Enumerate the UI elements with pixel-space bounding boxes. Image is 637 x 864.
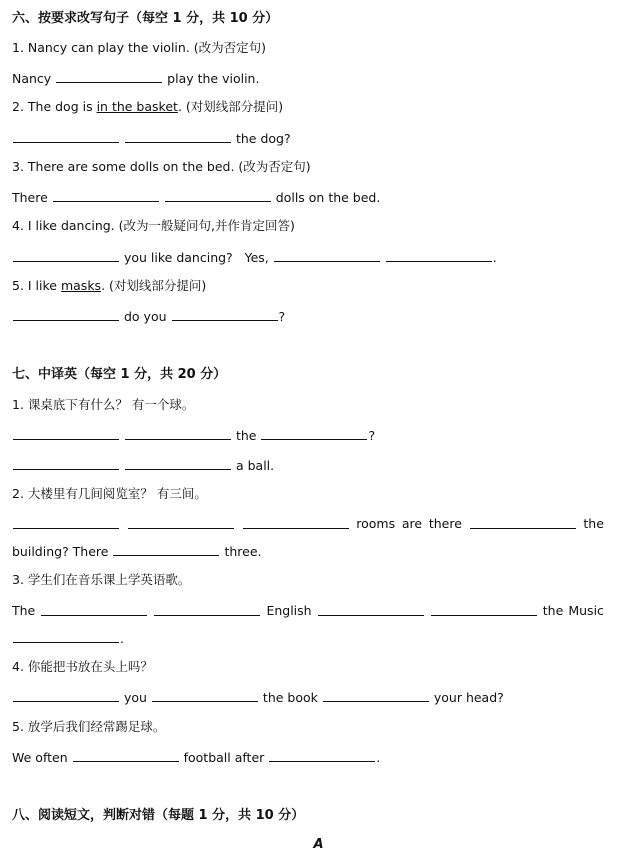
answer-blank[interactable] [56, 70, 162, 83]
answer-blank[interactable] [13, 308, 119, 321]
s7-q1-line1-end: ? [368, 428, 376, 443]
answer-blank[interactable] [243, 516, 349, 529]
answer-blank[interactable] [125, 427, 231, 440]
section7-heading: 七、中译英（每空 1 分，共 20 分） [12, 367, 227, 382]
answer-blank[interactable] [386, 249, 492, 262]
s6-q2-prompt-b: . (对划线部分提问) [177, 99, 284, 114]
answer-blank[interactable] [125, 457, 231, 470]
s7-q2-answer-line1 [12, 516, 604, 532]
s7-q4-w3: your head? [433, 690, 504, 705]
s7-q4-prompt: 4. 你能把书放在头上吗？ [12, 659, 153, 674]
answer-blank[interactable] [13, 689, 119, 702]
s7-q3-answer-line1 [12, 603, 604, 619]
s7-q4-answer-line [12, 689, 504, 706]
s6-q2-prompt-a: 2. The dog is [12, 99, 97, 114]
s7-q2-line2-start: building? There [12, 544, 109, 559]
s7-q3-w2: English [266, 603, 312, 618]
s6-q3-prompt: 3. There are some dolls on the bed. (改为否定句) [12, 159, 311, 174]
s7-q5-end: . [376, 750, 381, 765]
s7-q3-w3: the [542, 603, 564, 618]
answer-blank[interactable] [323, 689, 429, 702]
s6-q1-answer-line [12, 70, 259, 87]
answer-blank[interactable] [41, 603, 147, 616]
s6-q3-end: dolls on the bed. [275, 190, 381, 205]
s6-q1-end: play the violin. [167, 71, 260, 86]
s6-q5-underlined: masks [60, 278, 102, 293]
s7-q1-answer-line1 [12, 427, 375, 444]
answer-blank[interactable] [125, 130, 231, 143]
answer-blank[interactable] [13, 427, 119, 440]
s7-q2-w1: rooms [356, 516, 396, 531]
s6-q4-answer-line [12, 249, 497, 266]
section6-heading: 六、按要求改写句子（每空 1 分，共 10 分） [12, 11, 279, 26]
s7-q1-line2-end: a ball. [235, 458, 275, 473]
s6-q5-prompt-a: 5. I like [12, 278, 61, 293]
s6-q1-prompt: 1. Nancy can play the violin. (改为否定句) [12, 40, 267, 55]
s6-q3-start: There [12, 190, 48, 205]
answer-blank[interactable] [128, 516, 234, 529]
s7-q2-w3: there [428, 516, 462, 531]
s6-q5-answer-line [12, 308, 285, 325]
answer-blank[interactable] [274, 249, 380, 262]
answer-blank[interactable] [13, 130, 119, 143]
answer-blank[interactable] [261, 427, 367, 440]
answer-blank[interactable] [269, 749, 375, 762]
answer-blank[interactable] [165, 189, 271, 202]
s6-q5-mid: do you [123, 309, 167, 324]
s7-q3-w4: Music [568, 603, 604, 618]
answer-blank[interactable] [172, 308, 278, 321]
answer-blank[interactable] [154, 603, 260, 616]
s7-q3-answer-line2 [12, 630, 124, 647]
passage-label: A [313, 837, 324, 852]
s6-q1-start: Nancy [12, 71, 52, 86]
answer-blank[interactable] [73, 749, 179, 762]
s6-q4-mid: you like dancing? [123, 250, 233, 265]
s6-q2-end: the dog? [235, 131, 291, 146]
answer-blank[interactable] [113, 543, 219, 556]
answer-blank[interactable] [318, 603, 424, 616]
answer-blank[interactable] [53, 189, 159, 202]
s6-q4-prompt: 4. I like dancing. (改为一般疑问句,并作肯定回答) [12, 218, 295, 233]
s7-q2-prompt: 2. 大楼里有几间阅览室？ 有三间。 [12, 486, 207, 501]
s6-q4-end: . [492, 250, 497, 265]
s6-q4-yes: Yes, [244, 250, 269, 265]
answer-blank[interactable] [470, 516, 576, 529]
s6-q2-underlined: in the basket [96, 99, 178, 114]
s7-q1-answer-line2 [12, 457, 274, 474]
answer-blank[interactable] [13, 630, 119, 643]
s6-q3-answer-line [12, 189, 380, 206]
s6-q5-end: ? [278, 309, 286, 324]
s6-q2-prompt [12, 99, 283, 115]
s7-q5-mid: football after [183, 750, 265, 765]
s7-q3-line2-end: . [120, 631, 124, 646]
s7-q5-start: We often [12, 750, 68, 765]
section8-heading: 八、阅读短文，判断对错（每题 1 分，共 10 分） [12, 808, 305, 823]
s7-q2-line2-end: three. [224, 544, 262, 559]
s7-q3-w1: The [12, 603, 36, 618]
answer-blank[interactable] [431, 603, 537, 616]
s7-q2-answer-line2 [12, 543, 262, 560]
s7-q1-line1-mid: the [235, 428, 257, 443]
s7-q4-w1: you [123, 690, 147, 705]
s7-q2-w2: are [401, 516, 423, 531]
s7-q4-w2: the book [262, 690, 318, 705]
s7-q2-w4: the [583, 516, 604, 531]
answer-blank[interactable] [13, 249, 119, 262]
s6-q2-answer-line [12, 130, 291, 147]
s7-q5-prompt: 5. 放学后我们经常踢足球。 [12, 719, 166, 734]
s6-q5-prompt [12, 278, 206, 294]
answer-blank[interactable] [13, 457, 119, 470]
answer-blank[interactable] [152, 689, 258, 702]
answer-blank[interactable] [13, 516, 119, 529]
s7-q1-prompt: 1. 课桌底下有什么？ 有一个球。 [12, 397, 195, 412]
s7-q5-answer-line [12, 749, 380, 766]
s6-q5-prompt-b: . (对划线部分提问) [101, 278, 207, 293]
s7-q3-prompt: 3. 学生们在音乐课上学英语歌。 [12, 572, 191, 587]
